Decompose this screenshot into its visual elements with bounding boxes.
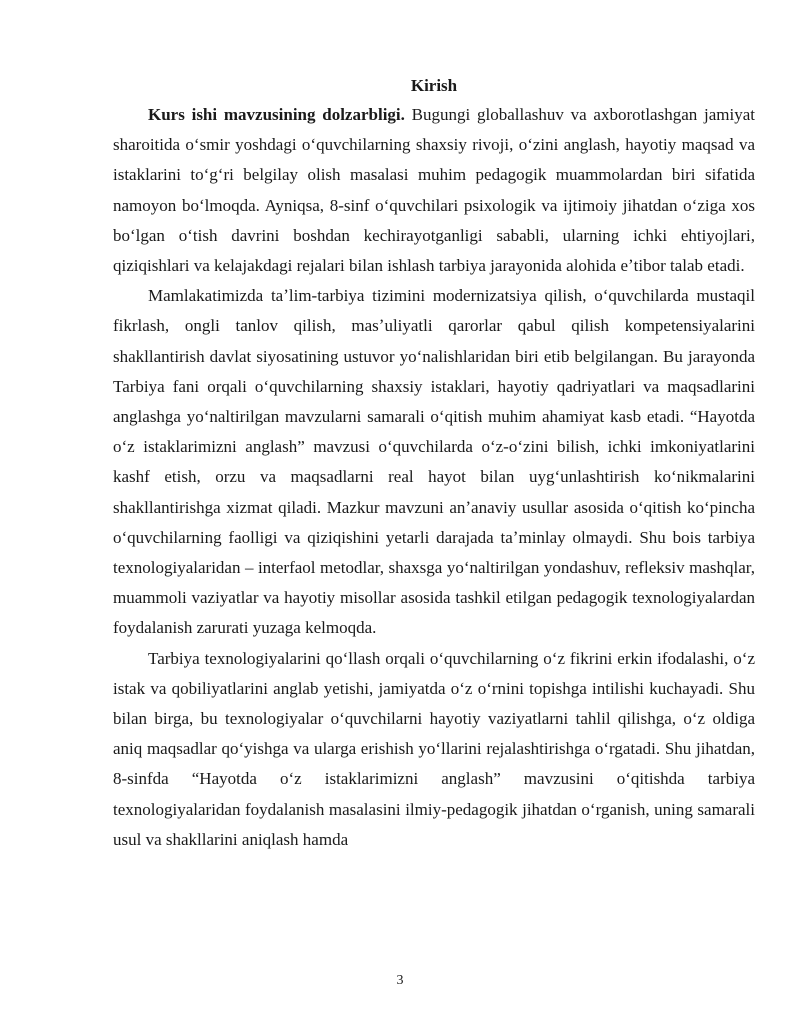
paragraph-text: Bugungi globallashuv va axborotlashgan jamiyat sharoitida oʻsmir yoshdagi oʻquvchilarning shaxsiy rivoji, oʻzini anglash, hayotiy maqsad va istaklarini toʻgʻri belgilay olish masalasi muhim pedagogik muammolardan biri sifatida namoyon boʻlmoqda. Ayniqsa, 8-sinf oʻquvchilari psixologik va ijtimoiy jihatdan oʻziga xos boʻlgan oʻtish davrini boshdan kechirayotganligi sababli, ularning ichki ehtiyojlari, qiziqishlari va kelajakdagi rejalari bilan ishlash tarbiya jarayonida alohida eʼtibor talab etadi.: [113, 105, 756, 276]
paragraph-lead: Kurs ishi mavzusining dolzarbligi.: [148, 105, 405, 124]
page-number: 3: [396, 973, 404, 988]
paragraph-text: Tarbiya texnologiyalarini qoʻllash orqali oʻquvchilarning oʻz fikrini erkin ifodalashi, oʻz istak va qobiliyatlarini anglab yetishi, jamiyatda oʻz oʻrnini topishga intilishi kuchayadi. Shu bilan birga, bu texnologiyalar oʻquvchilarni hayotiy vaziyatlarni tahlil qilishga, oʻz oldiga aniq maqsadlar qoʻyishga va ularga erishish yoʻllarini rejalashtirishga oʻrgatadi. Shu jihatdan, 8-sinfda “Hayotda oʻz istaklarimizni anglash” mavzusini oʻqitishda tarbiya texnologiyalaridan foydalanish masalasini ilmiy-pedagogik jihatdan oʻrganish, uning samarali usul va shakllarini aniqlash hamda: [113, 648, 755, 849]
paragraph-technologies: [113, 644, 755, 855]
paragraph-modernization: [113, 281, 755, 643]
page-content: [113, 73, 755, 855]
paragraph-relevance: [113, 100, 755, 281]
section-title: Kirish: [410, 76, 458, 95]
paragraph-text: Mamlakatimizda taʼlim-tarbiya tizimini modernizatsiya qilish, oʻquvchilarda mustaqil fikrlash, ongli tanlov qilish, masʼuliyatli qarorlar qabul qilish kompetensiyalarini shakllantirish davlat siyosatining ustuvor yoʻnalishlaridan biri etib belgilangan. Bu jarayonda Tarbiya fani orqali oʻquvchilarning shaxsiy istaklari, hayotiy qadriyatlari va maqsadlarini anglashga yoʻnaltirilgan mavzularni samarali oʻqitish muhim ahamiyat kasb etadi. “Hayotda oʻz istaklarimizni anglash” mavzusi oʻquvchilarda oʻz-oʻzini bilish, ichki imkoniyatlarini kashf etish, orzu va maqsadlarni real hayot bilan uygʻunlashtirish koʻnikmalarini shakllantirishga xizmat qiladi. Mazkur mavzuni anʼanaviy usullar asosida oʻqitish koʻpincha oʻquvchilarning faolligi va qiziqishini yetarli darajada taʼminlay olmaydi. Shu bois tarbiya texnologiyalaridan – interfaol metodlar, shaxsga yoʻnaltirilgan yondashuv, refleksiv mashqlar, muammoli vaziyatlar va hayotiy misollar asosida tashkil etilgan pedagogik texnologiyalardan foydalanish zarurati yuzaga kelmoqda.: [113, 286, 755, 638]
